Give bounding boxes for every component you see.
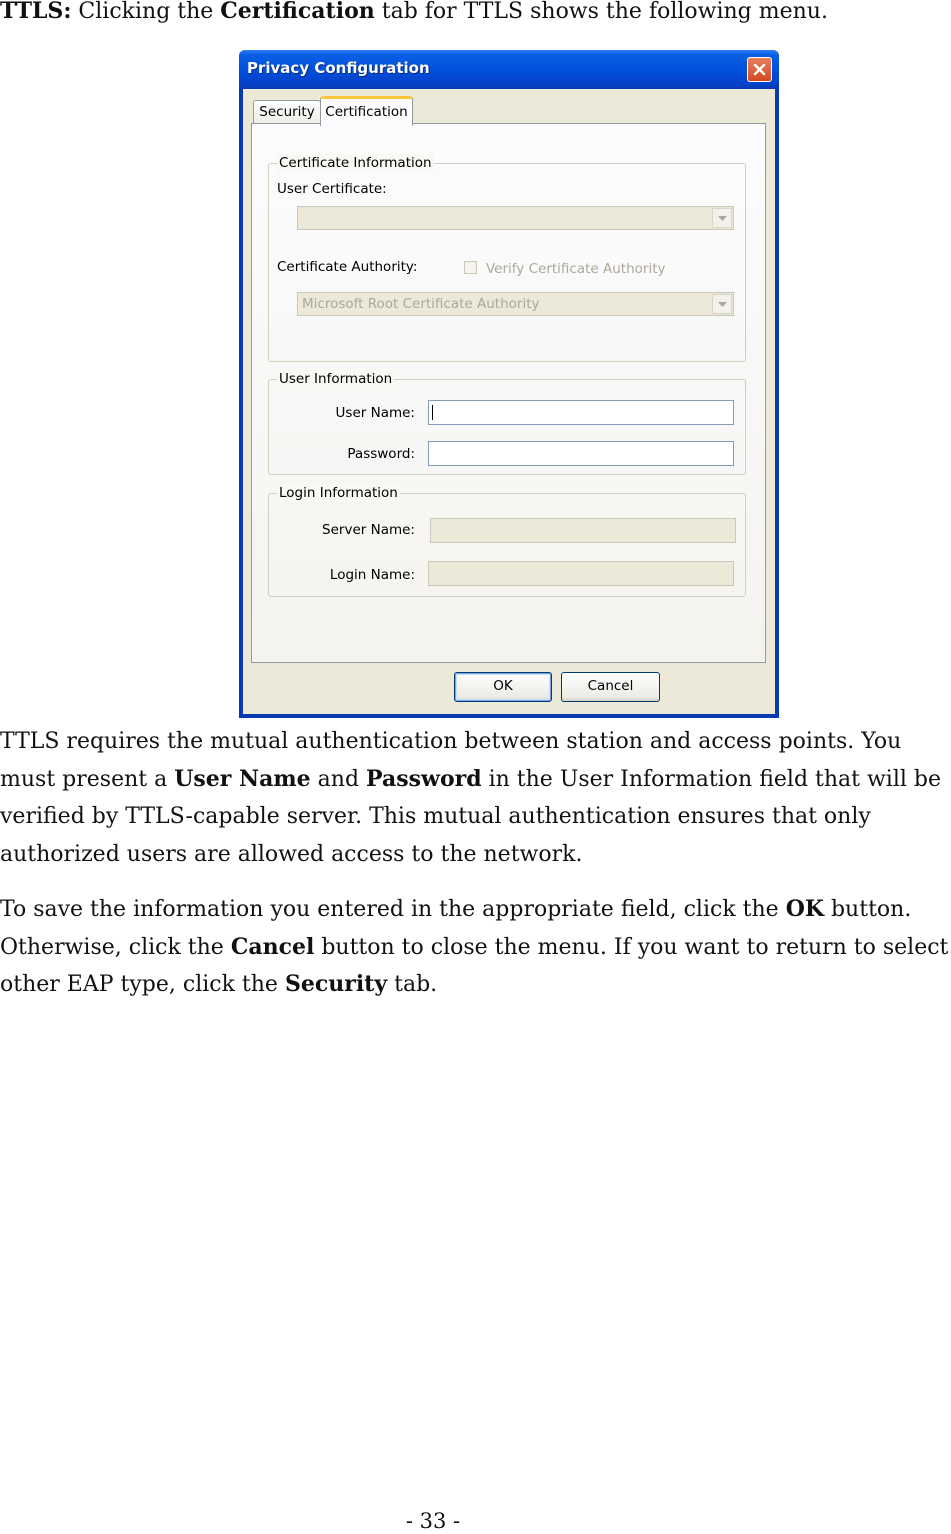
login-name-label: Login Name: bbox=[329, 567, 415, 583]
password-input[interactable] bbox=[428, 441, 734, 466]
user-certificate-label: User Certificate: bbox=[277, 181, 387, 197]
certificate-authority-label: Certificate Authority: bbox=[277, 259, 418, 275]
privacy-configuration-dialog bbox=[239, 50, 779, 718]
certificate-information-group bbox=[268, 155, 746, 362]
password-label: Password: bbox=[347, 446, 415, 462]
close-button[interactable] bbox=[747, 57, 772, 82]
intro-text bbox=[0, 0, 951, 31]
certificate-information-legend: Certificate Information bbox=[279, 155, 432, 171]
close-icon bbox=[753, 63, 766, 76]
user-information-group bbox=[268, 371, 746, 475]
paragraph-ttls-requirements bbox=[0, 723, 951, 873]
page-number: - 33 - bbox=[405, 1509, 461, 1533]
p2-text-3: button to close the menu. If you want to return to select other EAP type, click the bbox=[0, 934, 949, 997]
intro-text-2: tab for TTLS shows the following menu. bbox=[374, 0, 828, 24]
p2-text-2: button. Otherwise, click the bbox=[0, 897, 912, 960]
login-information-group bbox=[268, 485, 746, 597]
p1-text-2: and bbox=[310, 766, 367, 792]
user-name-label: User Name: bbox=[335, 405, 415, 421]
p2-bold-cancel: Cancel bbox=[230, 933, 315, 960]
certificate-authority-select[interactable] bbox=[297, 292, 734, 316]
dialog-title: Privacy Configuration bbox=[247, 59, 430, 77]
certificate-authority-value: Microsoft Root Certificate Authority bbox=[302, 296, 540, 312]
p1-text-3: in the User Information field that will be verified by TTLS-capable server. This mutual authentication ensures that only authorized users are allowed access to the network. bbox=[0, 766, 942, 867]
text-caret bbox=[432, 405, 433, 420]
p1-bold-user-name: User Name bbox=[174, 765, 311, 792]
verify-certificate-authority-checkbox[interactable] bbox=[464, 261, 477, 274]
cancel-button[interactable]: Cancel bbox=[561, 672, 660, 702]
paragraph-save-instructions bbox=[0, 891, 951, 1004]
certification-tab-panel bbox=[251, 123, 766, 663]
certificate-authority-dropdown-button[interactable] bbox=[712, 294, 732, 314]
tab-certification[interactable]: Certification bbox=[320, 96, 413, 126]
p1-text-1: TTLS requires the mutual authentication between station and access points. You must present a bbox=[0, 729, 902, 792]
dialog-body bbox=[243, 89, 775, 714]
chevron-down-icon bbox=[718, 302, 727, 307]
user-information-legend: User Information bbox=[279, 371, 393, 387]
login-name-input[interactable] bbox=[428, 561, 734, 586]
intro-prefix: TTLS: bbox=[0, 0, 72, 24]
p2-bold-ok: OK bbox=[785, 896, 824, 922]
ok-button[interactable]: OK bbox=[454, 672, 552, 702]
verify-certificate-authority-label: Verify Certificate Authority bbox=[486, 261, 666, 277]
chevron-down-icon bbox=[718, 216, 727, 221]
p2-bold-security: Security bbox=[284, 971, 388, 997]
intro-text-1: Clicking the bbox=[71, 0, 221, 24]
p1-bold-password: Password bbox=[366, 765, 482, 792]
p2-text-1: To save the information you entered in the appropriate field, click the bbox=[0, 897, 786, 922]
user-name-input[interactable] bbox=[428, 400, 734, 425]
login-information-legend: Login Information bbox=[279, 485, 398, 501]
tab-security[interactable]: Security bbox=[253, 100, 321, 124]
server-name-input[interactable] bbox=[430, 518, 736, 543]
title-bar[interactable] bbox=[239, 50, 779, 89]
user-certificate-select[interactable] bbox=[297, 206, 734, 230]
intro-tab-name: Certification bbox=[220, 0, 375, 24]
p2-text-4: tab. bbox=[387, 972, 438, 997]
server-name-label: Server Name: bbox=[322, 522, 415, 538]
user-certificate-dropdown-button[interactable] bbox=[712, 208, 732, 228]
